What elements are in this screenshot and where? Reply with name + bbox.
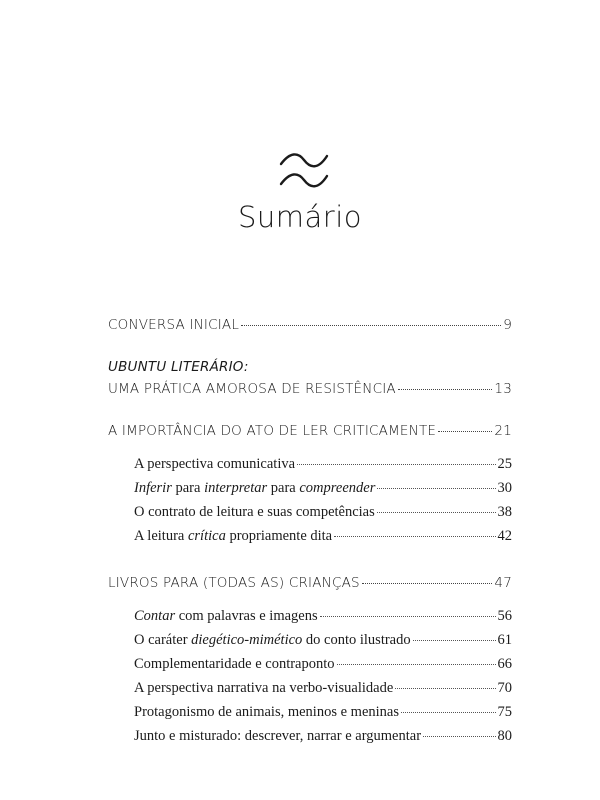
dot-leader: [241, 325, 501, 326]
toc-page-number: 30: [497, 480, 512, 496]
table-of-contents: [108, 314, 512, 748]
toc-chapter-4[interactable]: [108, 572, 512, 594]
toc-label: [108, 359, 249, 375]
toc-label: Protagonismo de animais, meninos e meninas: [134, 704, 399, 720]
toc-page-number: 42: [497, 528, 512, 544]
toc-label: A perspectiva narrativa na verbo-visualidade: [134, 680, 394, 696]
toc-chapter-2[interactable]: [108, 378, 512, 400]
toc-section[interactable]: [108, 452, 512, 476]
dot-leader: [398, 389, 493, 390]
toc-section[interactable]: [108, 476, 512, 500]
toc-page-number: 21: [494, 423, 512, 439]
toc-label: Complementaridade e contraponto: [134, 656, 335, 672]
toc-label-italic: UBUNTU LITERÁRIO:: [108, 359, 249, 375]
toc-page-number: 80: [497, 728, 512, 744]
page-title: Sumário: [237, 200, 363, 234]
toc-section[interactable]: [108, 676, 512, 700]
toc-page-number: 66: [497, 656, 512, 672]
toc-label: Inferir para interpretar para compreender: [134, 480, 376, 496]
toc-label: Contar com palavras e imagens: [134, 608, 318, 624]
dot-leader: [438, 431, 492, 432]
toc-label: O caráter diegético-mimético do conto ilustrado: [134, 632, 411, 648]
dot-leader: [297, 464, 495, 465]
toc-page-number: 38: [497, 504, 512, 520]
toc-page-number: 70: [497, 680, 512, 696]
toc-label: LIVROS PARA (TODAS AS) CRIANÇAS: [108, 575, 360, 591]
toc-chapter-1[interactable]: [108, 314, 512, 336]
toc-label: UMA PRÁTICA AMOROSA DE RESISTÊNCIA: [108, 381, 396, 397]
dot-leader: [334, 536, 495, 537]
toc-label: A perspectiva comunicativa: [134, 456, 296, 472]
toc-chapter-2-line1[interactable]: [108, 356, 512, 378]
wave-icon: [278, 148, 330, 192]
toc-page-number: 13: [494, 381, 512, 397]
dot-leader: [320, 616, 496, 617]
dot-leader: [413, 640, 496, 641]
dot-leader: [401, 712, 496, 713]
toc-section[interactable]: [108, 524, 512, 548]
toc-section[interactable]: [108, 652, 512, 676]
toc-section[interactable]: [108, 700, 512, 724]
dot-leader: [377, 512, 496, 513]
toc-section[interactable]: [108, 628, 512, 652]
toc-section[interactable]: [108, 604, 512, 628]
toc-page-number: 47: [494, 575, 512, 591]
dot-leader: [337, 664, 496, 665]
toc-page-number: 56: [497, 608, 512, 624]
toc-label: A leitura crítica propriamente dita: [134, 528, 333, 544]
toc-page-number: 75: [497, 704, 512, 720]
dot-leader: [377, 488, 495, 489]
dot-leader: [362, 583, 493, 584]
dot-leader: [423, 736, 495, 737]
toc-page-number: 25: [497, 456, 512, 472]
toc-label: Junto e misturado: descrever, narrar e argumentar: [134, 728, 422, 744]
toc-label: O contrato de leitura e suas competências: [134, 504, 375, 520]
toc-label: CONVERSA INICIAL: [108, 317, 240, 333]
toc-page-number: 61: [497, 632, 512, 648]
toc-section[interactable]: [108, 724, 512, 748]
toc-chapter-3[interactable]: [108, 420, 512, 442]
toc-label: A IMPORTÂNCIA DO ATO DE LER CRITICAMENTE: [108, 423, 437, 439]
toc-page-number: 9: [503, 317, 512, 333]
dot-leader: [395, 688, 495, 689]
toc-section[interactable]: [108, 500, 512, 524]
